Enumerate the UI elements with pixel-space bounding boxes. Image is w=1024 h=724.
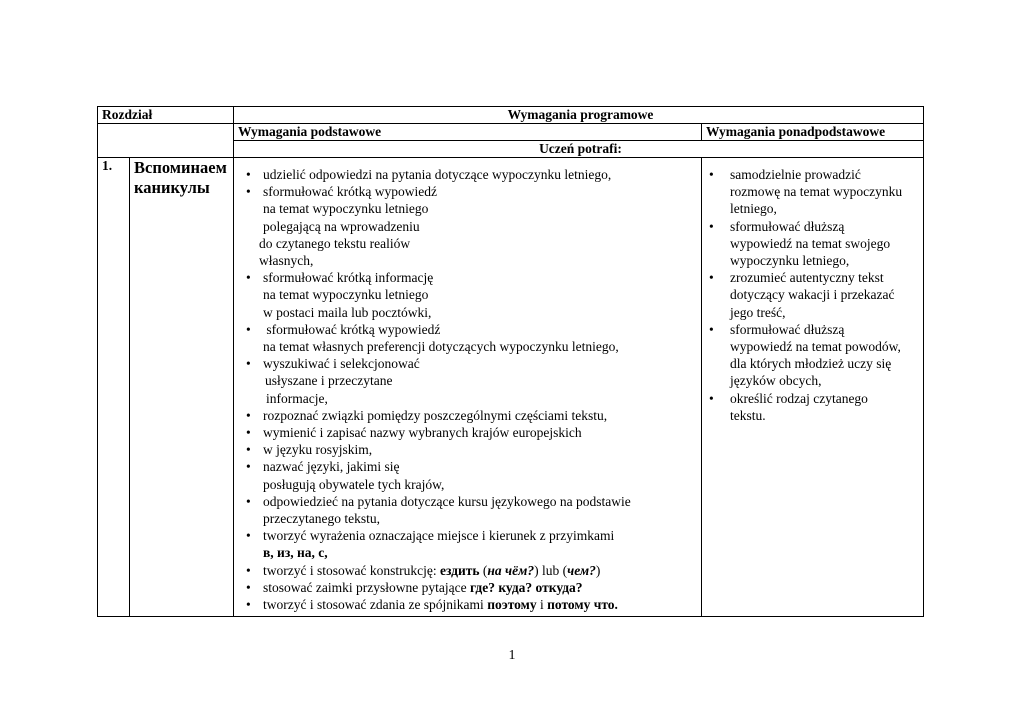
bullet-icon: • (246, 270, 251, 286)
list-item: • sformułować krótką informację na temat wypoczynku letniego w postaci maila lub pocztówki, (246, 270, 434, 320)
student-can-header: Uczeń potrafi: (234, 141, 924, 158)
list-item: • tworzyć wyrażenia oznaczające miejsce i kierunek z przyimkami в, из, на, с, (246, 528, 615, 561)
bullet-icon: • (246, 356, 251, 372)
basic-requirements-cell (234, 158, 702, 617)
bullet-icon: • (246, 493, 251, 509)
list-item: • zrozumieć autentyczny tekst dotyczący wakacji i przekazać jego treść, (709, 270, 895, 320)
basic-requirements-header: Wymagania podstawowe (234, 124, 702, 141)
chapter-header: Rozdział (98, 107, 234, 124)
list-item: • nazwać języki, jakimi się posługują obywatele tych krajów, (246, 459, 445, 492)
list-item: • odpowiedzieć na pytania dotyczące kursu językowego na podstawie przeczytanego tekstu, (246, 493, 631, 527)
list-item: • sformułować dłuższą wypowiedź na temat powodów, dla których młodzież uczy się języków obcych, (709, 321, 901, 389)
chapter-title (130, 158, 234, 617)
list-item: • wyszukiwać i selekcjonować usłyszane i przeczytane informacje, (246, 356, 420, 406)
bullet-icon: • (709, 321, 714, 337)
bullet-icon: • (709, 270, 714, 286)
bullet-icon: • (246, 425, 251, 441)
bullet-icon: • (246, 562, 251, 578)
list-item: • udzielić odpowiedzi na pytania dotyczące wypoczynku letniego, (246, 167, 612, 182)
list-item: • samodzielnie prowadzić rozmowę na temat wypoczynku letniego, (709, 167, 903, 217)
bullet-icon: • (246, 407, 251, 423)
bullet-icon: • (246, 184, 251, 200)
bullet-icon: • (709, 218, 714, 234)
list-item: • rozpoznać związki pomiędzy poszczególnymi częściami tekstu, (246, 407, 608, 423)
list-item: • określić rodzaj czytanego tekstu. (709, 390, 868, 423)
bullet-icon: • (246, 442, 251, 458)
page-number: 1 (508, 648, 516, 663)
chapter-title-line1: Вспоминаем (134, 158, 227, 177)
list-item: • stosować zaimki przysłowne pytające где? куда? откуда? (246, 579, 583, 595)
bullet-icon: • (246, 597, 251, 613)
list-item: • wymienić i zapisać nazwy wybranych krajów europejskich (246, 425, 582, 441)
basic-requirements-list (238, 158, 701, 613)
chapter-title-line2: каникулы (134, 178, 210, 197)
list-item: • sformułować krótką wypowiedź na temat wypoczynku letniego polegającą na wprowadzeniu do czytanego tekstu realiów własnych, (246, 184, 437, 269)
bullet-icon: • (246, 321, 251, 337)
bullet-icon: • (246, 167, 251, 182)
list-item: • tworzyć i stosować zdania ze spójnikami поэтому i потому что. (246, 597, 618, 613)
bullet-icon: • (246, 579, 251, 595)
bullet-icon: • (246, 459, 251, 475)
program-requirements-header: Wymagania programowe (234, 107, 924, 124)
bullet-icon: • (246, 528, 251, 544)
list-item: • sformułować dłuższą wypowiedź na temat swojego wypoczynku letniego, (709, 218, 891, 269)
list-item: • tworzyć i stosować konstrukcję: ездить (на чём?) lub (чем?) (246, 562, 601, 578)
requirements-table (97, 106, 924, 617)
table-row (98, 158, 924, 617)
chapter-header-spacer (98, 124, 234, 158)
advanced-requirements-header: Wymagania ponadpodstawowe (702, 124, 924, 141)
advanced-requirements-cell (702, 158, 924, 617)
bullet-icon: • (709, 167, 714, 182)
row-number: 1. (98, 158, 130, 617)
list-item: • sformułować krótką wypowiedź na temat własnych preferencji dotyczących wypoczynku letniego, (246, 321, 619, 355)
list-item: • w języku rosyjskim, (246, 442, 373, 458)
bullet-icon: • (709, 390, 714, 406)
advanced-requirements-list (706, 158, 923, 424)
